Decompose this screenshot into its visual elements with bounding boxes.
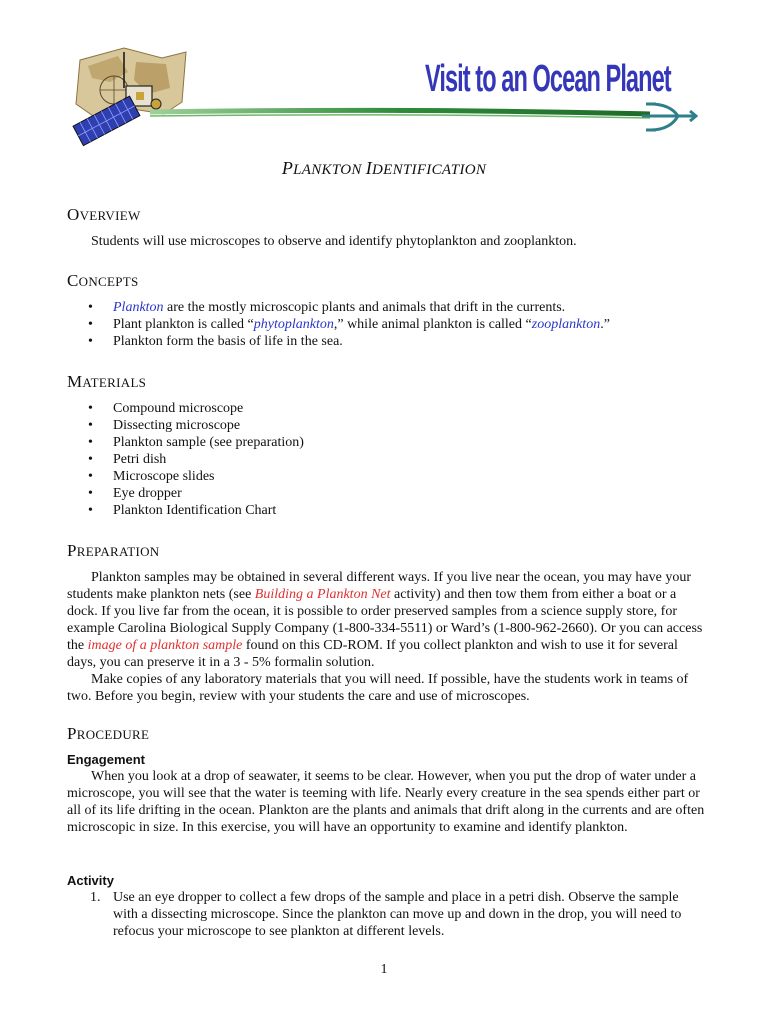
trident-icon <box>642 104 696 130</box>
list-item: • Petri dish <box>88 451 708 468</box>
preparation-heading: PREPARATION <box>67 541 160 560</box>
overview-heading: OVERVIEW <box>67 205 141 224</box>
zooplankton-link[interactable]: zooplankton <box>531 317 601 332</box>
procedure-heading: PROCEDURE <box>67 724 150 743</box>
plankton-link[interactable]: Plankton <box>113 300 164 315</box>
list-item: • Plankton are the mostly microscopic plants and animals that drift in the currents. <box>88 299 708 316</box>
engagement-heading: Engagement <box>67 752 146 767</box>
phytoplankton-link[interactable]: phytoplankton <box>253 317 334 332</box>
list-item: • Compound microscope <box>88 400 708 417</box>
plankton-sample-image-link[interactable]: image of a plankton sample <box>87 638 243 653</box>
banner-title: Visit to an Ocean Planet <box>425 58 671 100</box>
list-item: • Microscope slides <box>88 468 708 485</box>
step-number: 1. <box>90 890 101 905</box>
concepts-list <box>88 299 708 350</box>
activity-step-1 <box>90 889 690 940</box>
materials-list <box>88 400 708 519</box>
list-item: • Plankton form the basis of life in the sea. <box>88 333 708 350</box>
banner-rule <box>150 100 698 140</box>
list-item: • Eye dropper <box>88 485 708 502</box>
list-item: • Dissecting microscope <box>88 417 708 434</box>
document-title: PLANKTON IDENTIFICATION <box>281 158 487 178</box>
list-item: • Plankton Identification Chart <box>88 502 708 519</box>
engagement-text: When you look at a drop of seawater, it seems to be clear. However, when you put the drop of water under a microscope, you will see that the water is teeming with life. Nearly every creature in the sea spends either part or all of its life drifting in the ocean. Plankton are the plants and animals that drift along in the currents and are often microscopic in size. In this exercise, you will have an opportunity to examine and identify plankton. <box>67 769 705 835</box>
list-item: • Plankton sample (see preparation) <box>88 434 708 451</box>
building-plankton-net-link[interactable]: Building a Plankton Net <box>254 587 391 602</box>
overview-text: Students will use microscopes to observe and identify phytoplankton and zooplankton. <box>91 234 577 249</box>
step-text: Use an eye dropper to collect a few drops of the sample and place in a petri dish. Observe the sample with a dissecting microscope. Since the plankton can move up and down in the drop, you will need to refocus your microscope to see plankton at different levels. <box>113 890 682 939</box>
page-number: 1 <box>380 962 388 977</box>
materials-heading: MATERIALS <box>67 372 147 391</box>
concepts-heading: CONCEPTS <box>67 271 139 290</box>
activity-heading: Activity <box>67 873 114 888</box>
page-header <box>0 0 768 150</box>
preparation-paragraph-2: Make copies of any laboratory materials that you will need. If possible, have the students work in teams of two. Before you begin, review with your students the care and use of microscopes. <box>67 672 689 704</box>
preparation-paragraph-1: Plankton samples may be obtained in several different ways. If you live near the ocean, you may have your students make plankton nets (see Building a Plankton Net activity) and then tow them from either a boat or a dock. If you live far from the ocean, it is possible to order preserved samples from a science supply store, for example Carolina Biological Supply Company (1-800-334-5511) or Ward’s (1-800-962-2660). Or you can access the image of a plankton sample found on this CD-ROM. If you collect plankton and wish to use it for several days, you can preserve it in a 3 - 5% formalin solution. <box>67 570 703 670</box>
list-item: • Plant plankton is called “phytoplankton,” while animal plankton is called “zooplankton.” <box>88 316 708 333</box>
